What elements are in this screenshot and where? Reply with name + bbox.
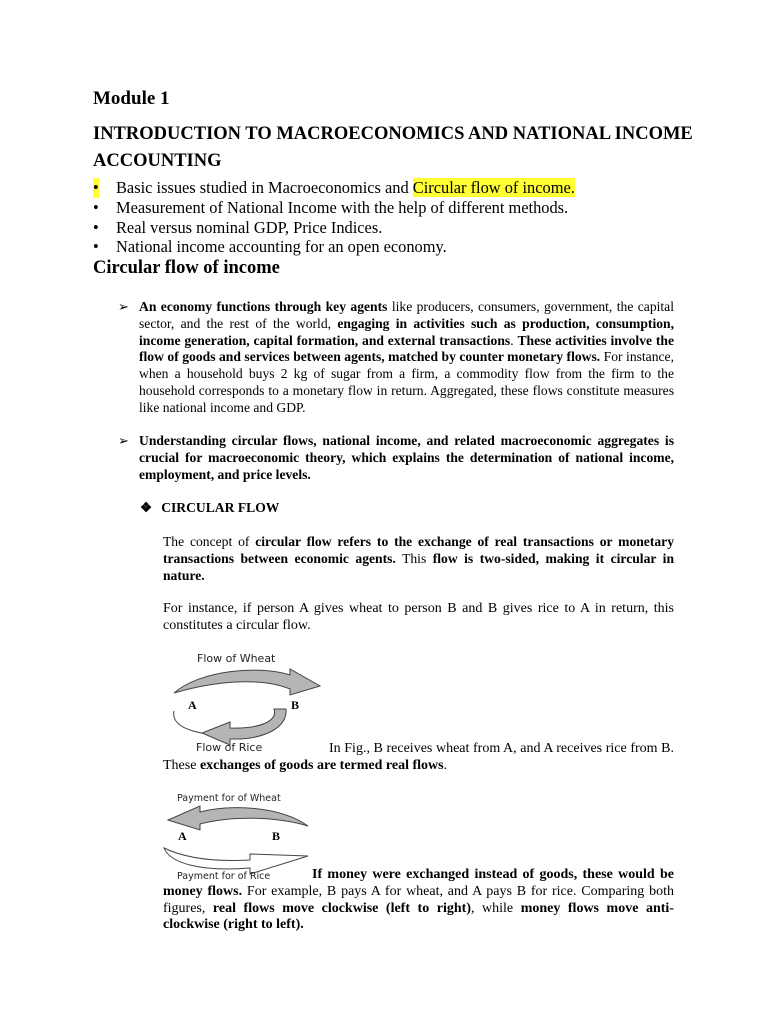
importance-paragraph: ➢ Understanding circular flows, national income, and related macroeconomic aggregates is crucial for macroeconomic theory, which explains the determination of national income, employment, and price levels. xyxy=(118,433,674,482)
module-title: Module 1 xyxy=(93,88,170,109)
figure2-bottom-label: Payment for of Rice xyxy=(177,871,271,882)
bullet-item: • Measurement of National Income with the help of different methods. xyxy=(93,197,569,217)
figure1-node-a: A xyxy=(188,698,197,712)
main-title: INTRODUCTION TO MACROECONOMICS AND NATIONAL INCOME ACCOUNTING xyxy=(93,124,693,171)
figure1-top-label: Flow of Wheat xyxy=(197,652,276,665)
rice-flow-arrow xyxy=(202,709,286,745)
figure1-node-b: B xyxy=(291,698,300,712)
figure2-node-b: B xyxy=(272,829,281,843)
bullet-icon: • xyxy=(93,178,99,197)
key-agents-paragraph: ➢ An economy functions through key agents like producers, consumers, government, the capital sector, and the rest of the world, engaging in activities such as production, consumption, income generation, capital formation, and external transactions. These activities involve the flow of goods and services between agents, matched by counter monetary flows. For instance, when a household buys 2 kg of sugar from a firm, a commodity flow from the firm to the household corresponds to a monetary flow in return. Aggregated, these flows constitute measures like national income and GDP. xyxy=(118,299,674,415)
circular-flow-heading: ❖ CIRCULAR FLOW xyxy=(140,500,280,515)
bullet-item: • Real versus nominal GDP, Price Indices. xyxy=(93,217,383,237)
arrowhead-bullet-icon: ➢ xyxy=(118,299,129,314)
instance-paragraph: For instance, if person A gives wheat to person B and B gives rice to A in return, this constitutes a circular flow. xyxy=(163,601,674,633)
bullet-item: • Basic issues studied in Macroeconomics and Circular flow of income. xyxy=(93,178,575,197)
figure2-caption: If money were exchanged instead of goods, these would be money flows. For example, B pays A for wheat, and A pays B for rice. Comparing both figures, real flows move clockwise (left to right), while money flows move anti-clockwise (right to left). xyxy=(163,867,674,933)
figure1-bottom-label: Flow of Rice xyxy=(196,741,263,754)
bullet-icon: • xyxy=(93,237,99,257)
topic-bullet-list xyxy=(93,178,693,257)
wheat-flow-arrow xyxy=(174,669,320,695)
bullet-icon: • xyxy=(93,197,99,217)
figure2-top-label: Payment for of Wheat xyxy=(177,793,281,804)
highlighted-text: Circular flow of income. xyxy=(412,178,575,197)
section-heading: Circular flow of income xyxy=(93,258,280,278)
diamond-bullet-icon: ❖ xyxy=(140,500,153,515)
concept-paragraph: The concept of circular flow refers to the exchange of real transactions or monetary transactions between economic agents. This flow is two-sided, making it circular in nature. xyxy=(163,534,675,583)
wheat-payment-arrow xyxy=(168,806,308,830)
figure1-caption: In Fig., B receives wheat from A, and A receives rice from B. These exchanges of goods are termed real flows. xyxy=(163,741,674,773)
arrowhead-bullet-icon: ➢ xyxy=(118,433,129,448)
bullet-item: • National income accounting for an open economy. xyxy=(93,237,447,257)
bullet-icon: • xyxy=(93,217,99,237)
figure2-node-a: A xyxy=(178,829,187,843)
